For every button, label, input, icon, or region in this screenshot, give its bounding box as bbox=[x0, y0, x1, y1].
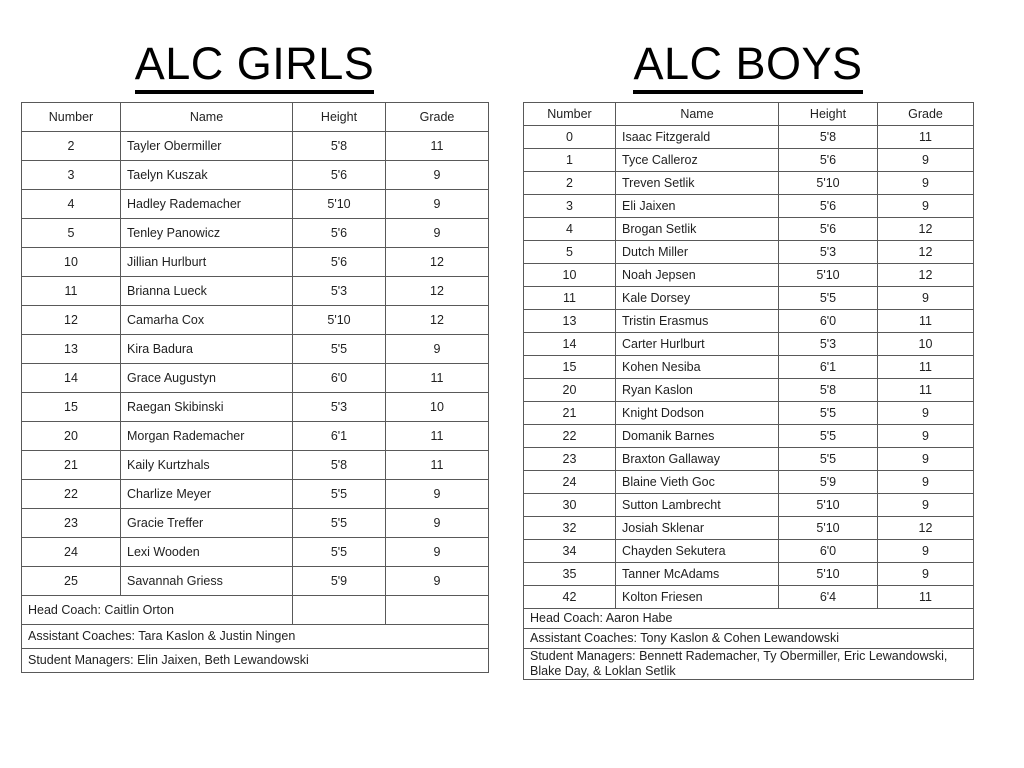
player-number: 25 bbox=[22, 567, 121, 596]
player-name: Knight Dodson bbox=[616, 402, 779, 425]
boys-student-managers: Student Managers: Bennett Rademacher, Ty Obermiller, Eric Lewandowski, Blake Day, & Loklan Setlik bbox=[524, 649, 974, 680]
table-row bbox=[22, 422, 489, 451]
player-number: 2 bbox=[22, 132, 121, 161]
girls-title-text: ALC GIRLS bbox=[135, 38, 375, 94]
player-number: 30 bbox=[524, 494, 616, 517]
boys-head-coach-row bbox=[524, 609, 974, 629]
boys-col-header-height: Height bbox=[779, 103, 878, 126]
player-grade: 9 bbox=[878, 494, 974, 517]
girls-head-coach-row bbox=[22, 596, 489, 625]
table-row bbox=[524, 379, 974, 402]
player-grade: 9 bbox=[386, 219, 489, 248]
table-row bbox=[22, 567, 489, 596]
player-number: 13 bbox=[524, 310, 616, 333]
table-row bbox=[22, 393, 489, 422]
table-row bbox=[22, 306, 489, 335]
table-row bbox=[524, 333, 974, 356]
player-grade: 9 bbox=[878, 425, 974, 448]
girls-col-header-height: Height bbox=[293, 103, 386, 132]
player-number: 20 bbox=[22, 422, 121, 451]
player-height: 5'10 bbox=[779, 264, 878, 287]
player-number: 4 bbox=[22, 190, 121, 219]
player-grade: 12 bbox=[878, 241, 974, 264]
table-row bbox=[22, 538, 489, 567]
girls-header-row bbox=[22, 103, 489, 132]
table-row bbox=[524, 402, 974, 425]
girls-head-coach-empty-height bbox=[293, 596, 386, 625]
girls-table-body bbox=[22, 132, 489, 596]
player-name: Kale Dorsey bbox=[616, 287, 779, 310]
player-number: 22 bbox=[524, 425, 616, 448]
player-name: Ryan Kaslon bbox=[616, 379, 779, 402]
player-grade: 12 bbox=[386, 306, 489, 335]
player-height: 5'5 bbox=[779, 425, 878, 448]
player-number: 23 bbox=[22, 509, 121, 538]
boys-assistant-coaches: Assistant Coaches: Tony Kaslon & Cohen Lewandowski bbox=[524, 629, 974, 649]
player-name: Grace Augustyn bbox=[121, 364, 293, 393]
player-height: 5'3 bbox=[779, 241, 878, 264]
girls-roster-table bbox=[21, 102, 489, 673]
player-name: Domanik Barnes bbox=[616, 425, 779, 448]
boys-title-text: ALC BOYS bbox=[633, 38, 862, 94]
player-height: 5'6 bbox=[779, 218, 878, 241]
player-grade: 12 bbox=[878, 517, 974, 540]
player-name: Lexi Wooden bbox=[121, 538, 293, 567]
player-grade: 11 bbox=[878, 356, 974, 379]
player-number: 3 bbox=[524, 195, 616, 218]
player-height: 5'3 bbox=[293, 277, 386, 306]
player-grade: 9 bbox=[878, 448, 974, 471]
player-height: 5'6 bbox=[779, 195, 878, 218]
player-name: Kira Badura bbox=[121, 335, 293, 364]
player-number: 32 bbox=[524, 517, 616, 540]
girls-student-managers: Student Managers: Elin Jaixen, Beth Lewandowski bbox=[22, 649, 489, 673]
player-name: Charlize Meyer bbox=[121, 480, 293, 509]
table-row bbox=[22, 248, 489, 277]
boys-table-foot bbox=[524, 609, 974, 680]
boys-header-row bbox=[524, 103, 974, 126]
girls-table-head bbox=[22, 103, 489, 132]
player-name: Isaac Fitzgerald bbox=[616, 126, 779, 149]
table-row bbox=[524, 149, 974, 172]
player-name: Brianna Lueck bbox=[121, 277, 293, 306]
table-row bbox=[22, 161, 489, 190]
boys-assistant-coaches-row bbox=[524, 629, 974, 649]
boys-student-managers-row bbox=[524, 649, 974, 680]
player-height: 6'0 bbox=[293, 364, 386, 393]
player-name: Kolton Friesen bbox=[616, 586, 779, 609]
player-grade: 11 bbox=[878, 126, 974, 149]
player-height: 6'4 bbox=[779, 586, 878, 609]
player-height: 5'6 bbox=[293, 219, 386, 248]
player-grade: 9 bbox=[878, 287, 974, 310]
player-name: Chayden Sekutera bbox=[616, 540, 779, 563]
girls-assistant-coaches-row bbox=[22, 625, 489, 649]
player-grade: 9 bbox=[386, 567, 489, 596]
table-row bbox=[524, 172, 974, 195]
girls-col-header-name: Name bbox=[121, 103, 293, 132]
player-height: 5'10 bbox=[293, 190, 386, 219]
girls-col-header-grade: Grade bbox=[386, 103, 489, 132]
player-name: Carter Hurlburt bbox=[616, 333, 779, 356]
player-name: Treven Setlik bbox=[616, 172, 779, 195]
player-name: Tyce Calleroz bbox=[616, 149, 779, 172]
player-height: 6'1 bbox=[779, 356, 878, 379]
player-name: Tayler Obermiller bbox=[121, 132, 293, 161]
table-row bbox=[524, 494, 974, 517]
player-number: 24 bbox=[22, 538, 121, 567]
girls-page-title bbox=[21, 0, 488, 90]
boys-table-head bbox=[524, 103, 974, 126]
table-row bbox=[22, 132, 489, 161]
player-name: Jillian Hurlburt bbox=[121, 248, 293, 277]
player-name: Brogan Setlik bbox=[616, 218, 779, 241]
table-row bbox=[22, 219, 489, 248]
table-row bbox=[22, 190, 489, 219]
player-height: 5'5 bbox=[779, 402, 878, 425]
player-grade: 12 bbox=[386, 248, 489, 277]
player-height: 5'5 bbox=[293, 335, 386, 364]
girls-col-header-number: Number bbox=[22, 103, 121, 132]
player-height: 5'5 bbox=[779, 287, 878, 310]
table-row bbox=[524, 540, 974, 563]
table-row bbox=[22, 451, 489, 480]
player-height: 5'3 bbox=[779, 333, 878, 356]
player-name: Raegan Skibinski bbox=[121, 393, 293, 422]
player-name: Tristin Erasmus bbox=[616, 310, 779, 333]
player-height: 5'8 bbox=[779, 379, 878, 402]
player-height: 5'10 bbox=[779, 172, 878, 195]
player-grade: 12 bbox=[878, 264, 974, 287]
player-number: 5 bbox=[22, 219, 121, 248]
player-grade: 9 bbox=[386, 480, 489, 509]
player-grade: 11 bbox=[386, 364, 489, 393]
player-name: Camarha Cox bbox=[121, 306, 293, 335]
player-name: Blaine Vieth Goc bbox=[616, 471, 779, 494]
table-row bbox=[22, 335, 489, 364]
player-grade: 9 bbox=[878, 172, 974, 195]
player-number: 42 bbox=[524, 586, 616, 609]
player-number: 2 bbox=[524, 172, 616, 195]
player-number: 35 bbox=[524, 563, 616, 586]
player-number: 20 bbox=[524, 379, 616, 402]
boys-col-header-name: Name bbox=[616, 103, 779, 126]
player-height: 6'0 bbox=[779, 540, 878, 563]
player-height: 5'3 bbox=[293, 393, 386, 422]
player-grade: 10 bbox=[878, 333, 974, 356]
boys-col-header-grade: Grade bbox=[878, 103, 974, 126]
player-number: 14 bbox=[22, 364, 121, 393]
table-row bbox=[524, 586, 974, 609]
table-row bbox=[524, 264, 974, 287]
player-number: 22 bbox=[22, 480, 121, 509]
table-row bbox=[22, 364, 489, 393]
player-number: 1 bbox=[524, 149, 616, 172]
player-height: 5'10 bbox=[779, 563, 878, 586]
table-row bbox=[22, 277, 489, 306]
girls-table-foot bbox=[22, 596, 489, 673]
player-height: 6'1 bbox=[293, 422, 386, 451]
player-number: 3 bbox=[22, 161, 121, 190]
boys-table-body bbox=[524, 126, 974, 609]
table-row bbox=[524, 471, 974, 494]
boys-roster-section bbox=[523, 0, 973, 680]
table-row bbox=[524, 517, 974, 540]
table-row bbox=[524, 241, 974, 264]
player-number: 21 bbox=[22, 451, 121, 480]
player-number: 10 bbox=[22, 248, 121, 277]
player-grade: 11 bbox=[386, 422, 489, 451]
player-number: 10 bbox=[524, 264, 616, 287]
player-height: 5'5 bbox=[779, 448, 878, 471]
player-grade: 9 bbox=[386, 190, 489, 219]
player-name: Gracie Treffer bbox=[121, 509, 293, 538]
player-name: Noah Jepsen bbox=[616, 264, 779, 287]
player-name: Josiah Sklenar bbox=[616, 517, 779, 540]
player-number: 34 bbox=[524, 540, 616, 563]
player-number: 5 bbox=[524, 241, 616, 264]
player-height: 5'10 bbox=[779, 494, 878, 517]
player-name: Tenley Panowicz bbox=[121, 219, 293, 248]
table-row bbox=[22, 509, 489, 538]
player-height: 5'5 bbox=[293, 480, 386, 509]
player-number: 11 bbox=[524, 287, 616, 310]
player-name: Savannah Griess bbox=[121, 567, 293, 596]
boys-roster-table bbox=[523, 102, 974, 680]
player-grade: 9 bbox=[878, 563, 974, 586]
player-name: Morgan Rademacher bbox=[121, 422, 293, 451]
player-height: 5'9 bbox=[779, 471, 878, 494]
player-number: 0 bbox=[524, 126, 616, 149]
table-row bbox=[22, 480, 489, 509]
player-name: Tanner McAdams bbox=[616, 563, 779, 586]
player-height: 5'8 bbox=[293, 451, 386, 480]
player-grade: 9 bbox=[878, 540, 974, 563]
player-number: 4 bbox=[524, 218, 616, 241]
player-height: 5'5 bbox=[293, 538, 386, 567]
player-grade: 9 bbox=[386, 161, 489, 190]
table-row bbox=[524, 425, 974, 448]
player-grade: 9 bbox=[386, 538, 489, 567]
player-grade: 11 bbox=[386, 132, 489, 161]
player-grade: 11 bbox=[386, 451, 489, 480]
player-grade: 9 bbox=[878, 195, 974, 218]
player-name: Kaily Kurtzhals bbox=[121, 451, 293, 480]
player-number: 23 bbox=[524, 448, 616, 471]
player-number: 15 bbox=[22, 393, 121, 422]
table-row bbox=[524, 448, 974, 471]
player-grade: 11 bbox=[878, 379, 974, 402]
player-height: 5'8 bbox=[293, 132, 386, 161]
player-height: 5'9 bbox=[293, 567, 386, 596]
player-grade: 9 bbox=[386, 335, 489, 364]
table-row bbox=[524, 218, 974, 241]
player-grade: 9 bbox=[878, 471, 974, 494]
player-height: 6'0 bbox=[779, 310, 878, 333]
player-number: 14 bbox=[524, 333, 616, 356]
girls-assistant-coaches: Assistant Coaches: Tara Kaslon & Justin Ningen bbox=[22, 625, 489, 649]
boys-page-title bbox=[523, 0, 973, 90]
player-name: Taelyn Kuszak bbox=[121, 161, 293, 190]
player-number: 21 bbox=[524, 402, 616, 425]
player-height: 5'10 bbox=[293, 306, 386, 335]
player-height: 5'6 bbox=[293, 248, 386, 277]
table-row bbox=[524, 563, 974, 586]
girls-head-coach: Head Coach: Caitlin Orton bbox=[22, 596, 293, 625]
player-grade: 9 bbox=[386, 509, 489, 538]
boys-col-header-number: Number bbox=[524, 103, 616, 126]
player-grade: 10 bbox=[386, 393, 489, 422]
player-grade: 12 bbox=[386, 277, 489, 306]
boys-head-coach: Head Coach: Aaron Habe bbox=[524, 609, 974, 629]
player-number: 13 bbox=[22, 335, 121, 364]
player-grade: 12 bbox=[878, 218, 974, 241]
player-height: 5'8 bbox=[779, 126, 878, 149]
player-height: 5'10 bbox=[779, 517, 878, 540]
player-name: Hadley Rademacher bbox=[121, 190, 293, 219]
table-row bbox=[524, 356, 974, 379]
player-number: 24 bbox=[524, 471, 616, 494]
table-row bbox=[524, 287, 974, 310]
player-height: 5'6 bbox=[293, 161, 386, 190]
table-row bbox=[524, 126, 974, 149]
player-grade: 9 bbox=[878, 402, 974, 425]
player-grade: 11 bbox=[878, 310, 974, 333]
player-name: Sutton Lambrecht bbox=[616, 494, 779, 517]
player-number: 11 bbox=[22, 277, 121, 306]
player-name: Eli Jaixen bbox=[616, 195, 779, 218]
player-number: 12 bbox=[22, 306, 121, 335]
table-row bbox=[524, 310, 974, 333]
player-height: 5'5 bbox=[293, 509, 386, 538]
player-height: 5'6 bbox=[779, 149, 878, 172]
girls-head-coach-empty-grade bbox=[386, 596, 489, 625]
player-name: Dutch Miller bbox=[616, 241, 779, 264]
player-grade: 9 bbox=[878, 149, 974, 172]
player-number: 15 bbox=[524, 356, 616, 379]
player-name: Kohen Nesiba bbox=[616, 356, 779, 379]
player-name: Braxton Gallaway bbox=[616, 448, 779, 471]
player-grade: 11 bbox=[878, 586, 974, 609]
girls-student-managers-row bbox=[22, 649, 489, 673]
girls-roster-section bbox=[21, 0, 488, 673]
table-row bbox=[524, 195, 974, 218]
